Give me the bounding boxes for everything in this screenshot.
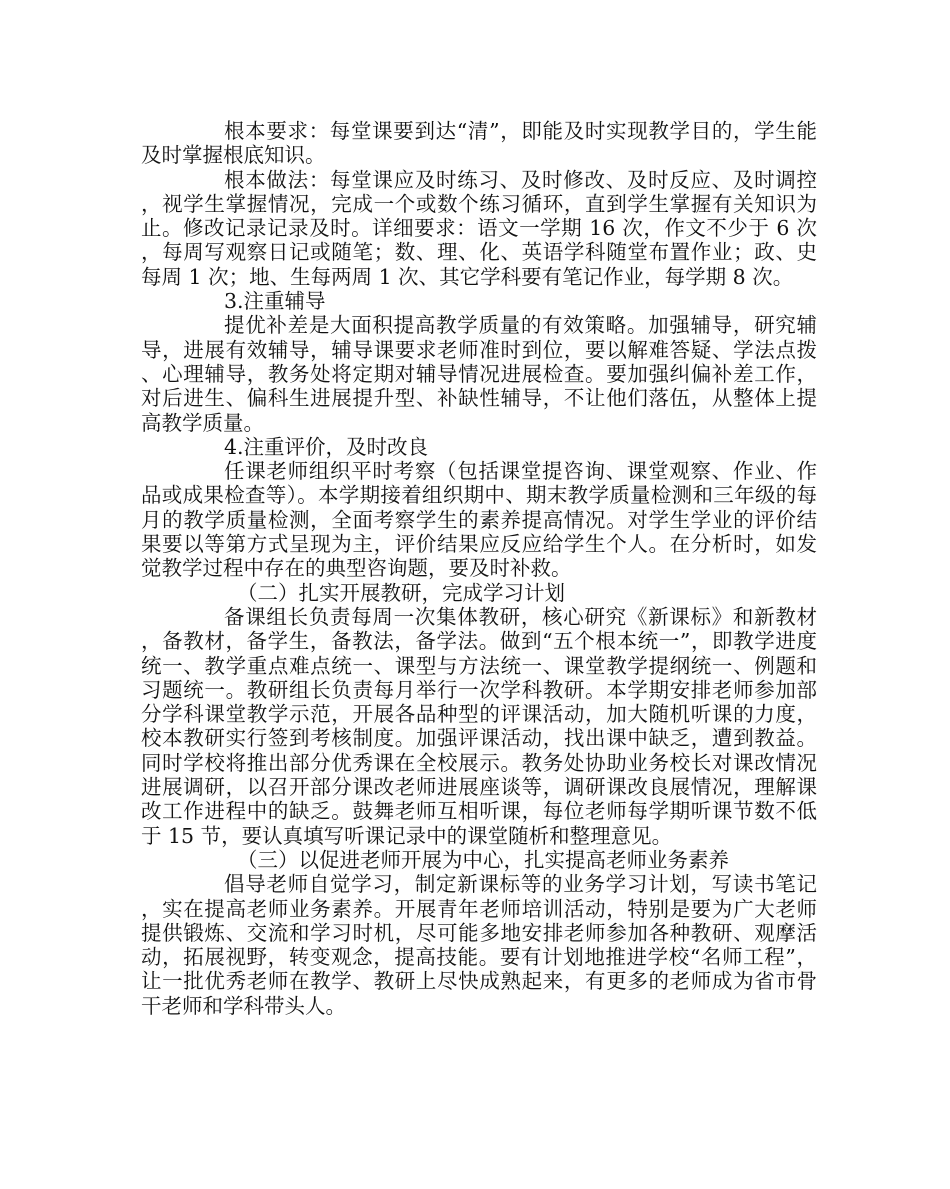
paragraph-teacher-development: 倡导老师自觉学习，制定新课标等的业务学习计划，写读书笔记，实在提高老师业务素养。开展青年老师培训活动，特别是要为广大老师提供锻炼、交流和学习时机，尽可能多地安排老师参加各种教研、观摩活动，拓展视野，转变观念，提高技能。要有计划地推进学校“名师工程”，让一批优秀老师在教学、教研上尽快成熟起来，有更多的老师成为省市骨干老师和学科带头人。 xyxy=(141,872,817,1018)
paragraph-basic-requirement: 根本要求：每堂课要到达“清”，即能及时实现教学目的，学生能及时掌握根底知识。 xyxy=(141,119,817,168)
paragraph-basic-method: 根本做法：每堂课应及时练习、及时修改、及时反应、及时调控，视学生掌握情况，完成一个或数个练习循环，直到学生掌握有关知识为止。修改记录记录及时。详细要求：语文一学期 16 次，作文不少于 6 次，每周写观察日记或随笔；数、理、化、英语学科随堂布置作业；政、史每周 1 次；地、生每两周 1 次、其它学科要有笔记作业，每学期 8 次。 xyxy=(141,167,817,289)
heading-tutoring: 3.注重辅导 xyxy=(224,289,326,314)
paragraph-tutoring: 提优补差是大面积提高教学质量的有效策略。加强辅导，研究辅导，进展有效辅导，辅导课要求老师准时到位，要以解难答疑、学法点拨、心理辅导，教务处将定期对辅导情况进展检查。要加强纠偏补差工作，对后进生、偏科生进展提升型、补缺性辅导，不让他们落伍，从整体上提高教学质量。 xyxy=(141,313,817,435)
heading-teaching-research: （二）扎实开展教研，完成学习计划 xyxy=(237,580,565,605)
heading-teacher-development: （三）以促进老师开展为中心，扎实提高老师业务素养 xyxy=(237,847,729,872)
paragraph-teaching-research: 备课组长负责每周一次集体教研，核心研究《新课标》和新教材，备教材，备学生，备教法，备学法。做到“五个根本统一”，即教学进度统一、教学重点难点统一、课型与方法统一、课堂教学提纲统一、例题和习题统一。教研组长负责每月举行一次学科教研。本学期安排老师参加部分学科课堂教学示范，开展各品种型的评课活动，加大随机听课的力度，校本教研实行签到考核制度。加强评课活动，找出课中缺乏，遭到教益。同时学校将推出部分优秀课在全校展示。教务处协助业务校长对课改情况进展调研，以召开部分课改老师进展座谈等，调研课改良展情况，理解课改工作进程中的缺乏。鼓舞老师互相听课，每位老师每学期听课节数不低于 15 节，要认真填写听课记录中的课堂随析和整理意见。 xyxy=(141,604,817,848)
document-body xyxy=(141,119,817,1018)
heading-evaluation: 4.注重评价，及时改良 xyxy=(224,434,429,459)
paragraph-evaluation: 任课老师组织平时考察（包括课堂提咨询、课堂观察、作业、作品或成果检查等）。本学期接着组织期中、期末教学质量检测和三年级的每月的教学质量检测，全面考察学生的素养提高情况。对学生学业的评价结果要以等第方式呈现为主，评价结果应反应给学生个人。在分析时，如发觉教学过程中存在的典型咨询题，要及时补救。 xyxy=(141,459,817,581)
